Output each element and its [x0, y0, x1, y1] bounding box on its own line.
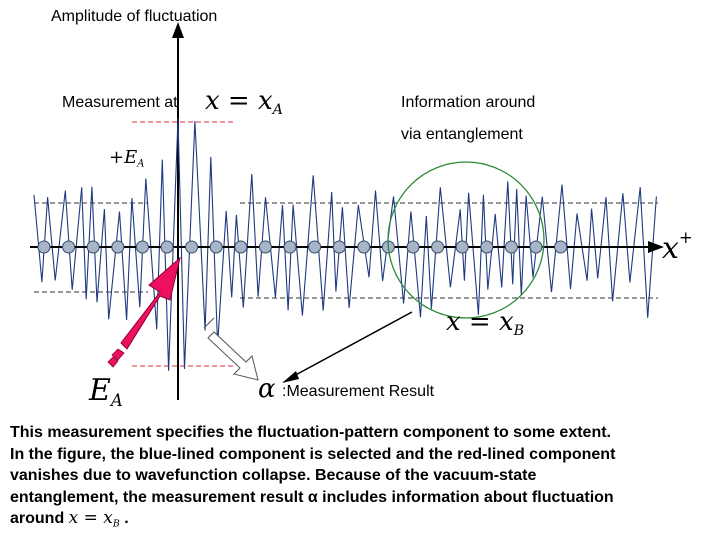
- lattice-dot: [186, 241, 198, 253]
- caption-line-2: In the figure, the blue-lined component is selected and the red-lined component: [10, 445, 616, 463]
- lattice-dot: [456, 241, 468, 253]
- lattice-dot: [210, 241, 222, 253]
- x-equals-xA-label: $x = x_A$: [205, 86, 283, 118]
- lattice-dot: [530, 241, 542, 253]
- lattice-dot: [333, 241, 345, 253]
- lattice-dot: [481, 241, 493, 253]
- lattice-dot: [358, 241, 370, 253]
- caption-line-3: vanishes due to wavefunction collapse. Because of the vacuum-state: [10, 467, 537, 484]
- lattice-dot: [505, 241, 517, 253]
- lattice-dot: [38, 241, 50, 253]
- caption-line-4: entanglement, the measurement result α includes information about fluctuation: [10, 488, 614, 506]
- caption-line-5: around $x = x_B$ .: [10, 508, 129, 530]
- via-entanglement-label: via entanglement: [401, 126, 523, 143]
- info-arrow-head: [282, 371, 299, 383]
- EA-label: $E_A$: [89, 373, 123, 410]
- lattice-dot: [309, 241, 321, 253]
- y-axis-title: Amplitude of fluctuation: [51, 8, 218, 25]
- lattice-dot: [407, 241, 419, 253]
- caption-line-1: This measurement specifies the fluctuation-pattern component to some extent.: [10, 424, 611, 441]
- x-equals-xB-label: $x = x_B$: [446, 307, 525, 339]
- lattice-dot: [136, 241, 148, 253]
- lattice-dot: [259, 241, 271, 253]
- lattice-dot: [63, 241, 75, 253]
- lattice-dot: [284, 241, 296, 253]
- lattice-dot: [112, 241, 124, 253]
- lattice-dot: [432, 241, 444, 253]
- measurement-result-arrow: [204, 318, 258, 380]
- lattice-dot: [235, 241, 247, 253]
- lattice-dot: [87, 241, 99, 253]
- information-around-label: Information around: [401, 94, 536, 111]
- alpha-symbol: α: [258, 374, 276, 404]
- measurement-result-label: :Measurement Result: [282, 383, 435, 400]
- lattice-dot: [555, 241, 567, 253]
- caption-x-equals-xB: $x = x_B$: [68, 508, 120, 530]
- info-arrow-line: [290, 312, 412, 378]
- x-plus-axis-label: x+: [662, 228, 693, 266]
- caption-text: [10, 422, 710, 535]
- lattice-dot: [161, 241, 173, 253]
- plus-EA-label: $+E_A$: [109, 147, 145, 170]
- measurement-at-label: Measurement at: [62, 94, 178, 111]
